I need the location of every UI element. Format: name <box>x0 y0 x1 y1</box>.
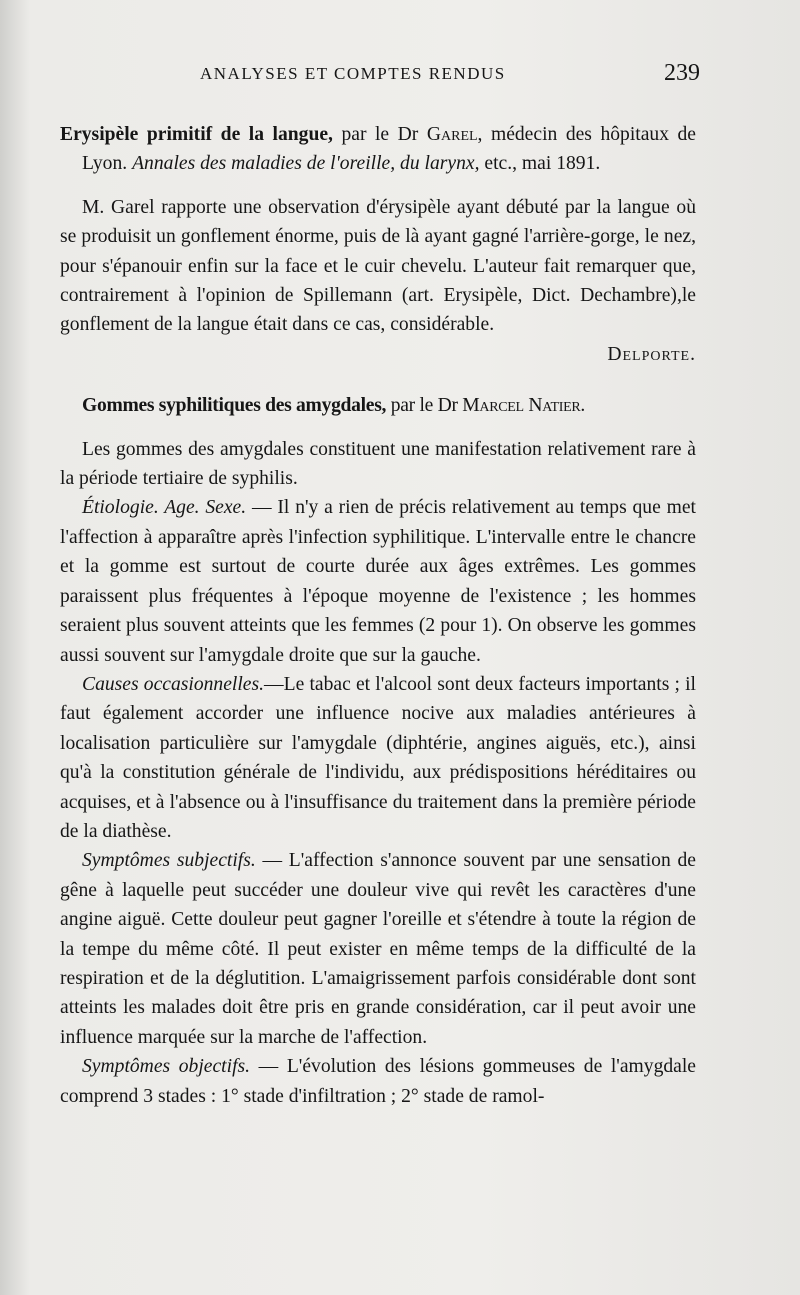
article-1-affiliation: , médecin des hôpitaux de Lyon. <box>82 124 697 175</box>
subjective-lead: Symptômes subjectifs. <box>82 850 256 872</box>
article-1-heading <box>60 120 696 179</box>
article-2-objective-symptoms <box>60 1052 696 1111</box>
etiology-lead: Étiologie. Age. Sexe. <box>82 497 247 519</box>
article-2-etiology <box>60 493 696 669</box>
article-1-journal: Annales des maladies de l'oreille, du larynx, <box>132 153 480 175</box>
page-number: 239 <box>664 60 700 86</box>
article-2-author: Marcel Natier. <box>462 395 586 417</box>
causes-body: —Le tabac et l'alcool sont deux facteurs importants ; il faut également accorder une influence nocive aux maladies antérieures à localisation particulière sur l'amygdale (diphtérie, angines aiguës, etc.), ainsi qu'à la constitution générale de l'individu, aux prédispositions héréditaires ou acquises, et à l'absence ou à l'insuffisance du traitement dans la première période de la diathèse. <box>60 673 696 842</box>
article-2-heading <box>60 391 696 420</box>
objective-lead: Symptômes objectifs. <box>82 1056 251 1078</box>
article-1-signature-line <box>60 340 696 369</box>
article-1-journal-tail: etc., mai 1891. <box>484 153 601 175</box>
article-1-body: M. Garel rapporte une observation d'érysipèle ayant débuté par la langue où se produisit un gonflement énorme, puis de là ayant gagné l'arrière-gorge, le nez, pour s'épanouir enfin sur la face et le cuir chevelu. L'auteur fait remarquer que, contrairement à l'opinion de Spillemann (art. Erysipèle, Dict. Dechambre),le gonflement de la langue était dans ce cas, considérable. <box>60 196 696 336</box>
article-1-dr: Dr <box>397 124 419 145</box>
article-2-title: Gommes syphilitiques des amygdales, <box>82 395 387 417</box>
running-head: ANALYSES ET COMPTES RENDUS <box>200 64 506 83</box>
article-2-by: par le <box>390 395 433 417</box>
article-1-signature: Delporte. <box>607 343 696 365</box>
article-2-subjective-symptoms <box>60 846 696 1052</box>
article-2-causes <box>60 670 696 846</box>
page-header <box>60 60 700 88</box>
page-content <box>60 120 696 1111</box>
subjective-body: — L'affection s'annonce souvent par une sensation de gêne à laquelle peut succéder une douleur vive qui revêt les caractères d'une angine aiguë. Cette douleur peut gagner l'oreille et s'étendre à toute la région de la tempe du même côté. Il peut exister en même temps de la difficulté de la respiration et de la déglutition. L'amaigrissement parfois considérable dont sont atteints les malades doit être pris en grande considération, car il peut avoir une influence marquée sur la marche de l'affection. <box>60 850 696 1048</box>
article-1-title: Erysipèle primitif de la langue, <box>60 124 333 145</box>
article-2-intro: Les gommes des amygdales constituent une manifestation relativement rare à la période tertiaire de syphilis. <box>60 438 696 490</box>
article-1-author: Garel <box>426 124 478 145</box>
article-1-by: par le <box>341 124 390 145</box>
article-2-dr: Dr <box>437 395 458 417</box>
objective-body: — L'évolution des lésions gommeuses de l'amygdale comprend 3 stades : 1° stade d'infiltration ; 2° stade de ramol- <box>60 1056 697 1107</box>
etiology-body: — Il n'y a rien de précis relativement au temps que met l'affection à apparaître après l'infection syphilitique. L'intervalle entre le chancre et la gomme est surtout de courte durée aux âges extrêmes. Les gommes paraissent plus fréquentes à l'époque moyenne de l'existence ; les hommes seraient plus souvent atteints que les femmes (2 pour 1). On observe les gommes aussi souvent sur l'amygdale droite que sur la gauche. <box>60 497 697 666</box>
causes-lead: Causes occasionnelles. <box>82 673 265 695</box>
